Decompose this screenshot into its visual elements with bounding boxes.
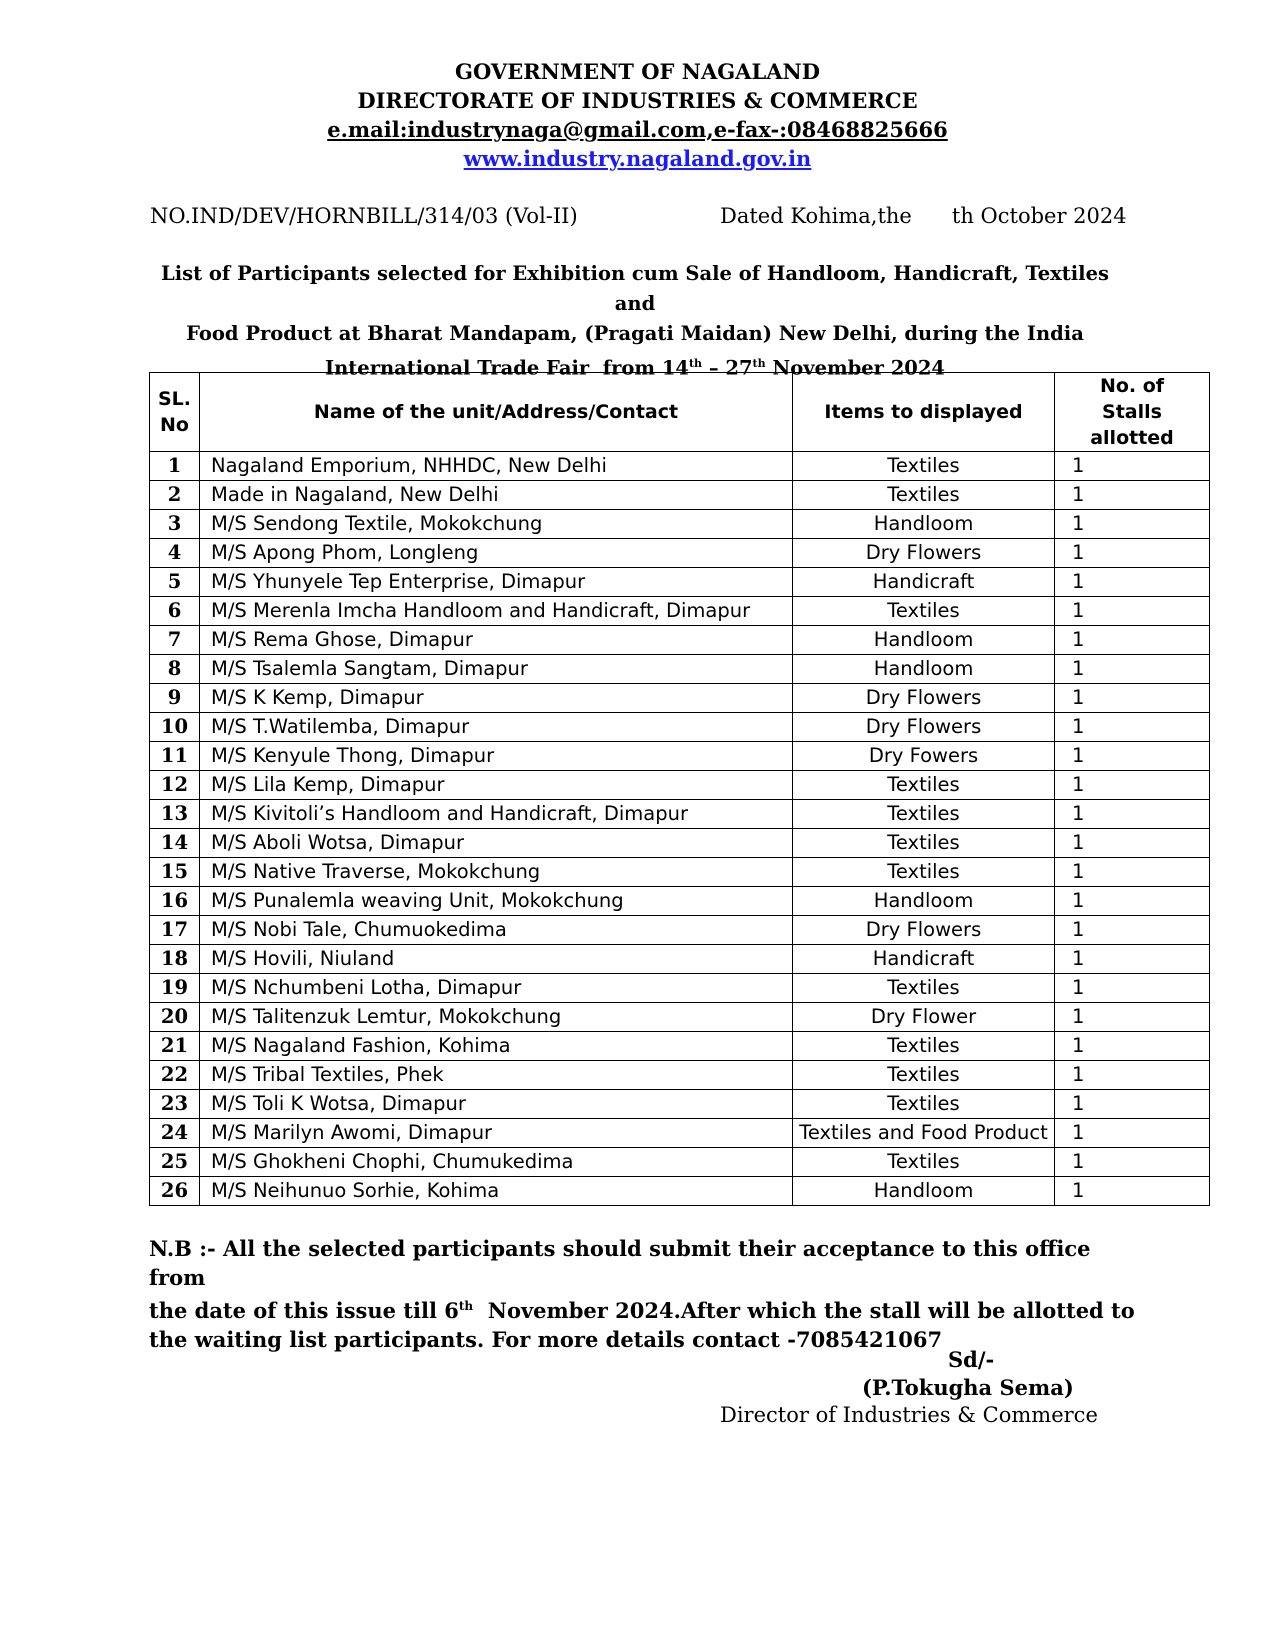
cell-items: Textiles: [793, 858, 1055, 887]
cell-sl-no: 3: [150, 510, 200, 539]
cell-sl-no: 6: [150, 597, 200, 626]
cell-unit-name: M/S Kenyule Thong, Dimapur: [200, 742, 793, 771]
cell-stalls: 1: [1055, 1032, 1210, 1061]
cell-items: Dry Fowers: [793, 742, 1055, 771]
cell-sl-no: 25: [150, 1148, 200, 1177]
superscript: th: [458, 1299, 474, 1313]
cell-items: Textiles: [793, 800, 1055, 829]
subject-line-3-end: November 2024: [765, 356, 945, 380]
cell-stalls: 1: [1055, 916, 1210, 945]
signature-sd: Sd/-: [948, 1347, 995, 1372]
cell-sl-no: 4: [150, 539, 200, 568]
cell-items: Textiles and Food Product: [793, 1119, 1055, 1148]
cell-sl-no: 22: [150, 1061, 200, 1090]
cell-items: Handloom: [793, 887, 1055, 916]
cell-unit-name: M/S Toli K Wotsa, Dimapur: [200, 1090, 793, 1119]
subject-line-3-mid: – 27: [702, 356, 753, 380]
table-row: [150, 1003, 1210, 1032]
table-row: [150, 597, 1210, 626]
cell-unit-name: M/S Marilyn Awomi, Dimapur: [200, 1119, 793, 1148]
cell-unit-name: M/S Nobi Tale, Chumuokedima: [200, 916, 793, 945]
cell-items: Handloom: [793, 626, 1055, 655]
table-row: [150, 684, 1210, 713]
table-row: [150, 1061, 1210, 1090]
cell-items: Dry Flower: [793, 1003, 1055, 1032]
cell-unit-name: M/S Sendong Textile, Mokokchung: [200, 510, 793, 539]
cell-unit-name: M/S Tribal Textiles, Phek: [200, 1061, 793, 1090]
subject-line-1: List of Participants selected for Exhibition cum Sale of Handloom, Handicraft, Textiles and: [161, 262, 1109, 315]
cell-stalls: 1: [1055, 1119, 1210, 1148]
cell-sl-no: 14: [150, 829, 200, 858]
cell-sl-no: 24: [150, 1119, 200, 1148]
cell-stalls: 1: [1055, 1177, 1210, 1206]
table-row: [150, 510, 1210, 539]
cell-stalls: 1: [1055, 510, 1210, 539]
cell-unit-name: Nagaland Emporium, NHHDC, New Delhi: [200, 452, 793, 481]
cell-sl-no: 16: [150, 887, 200, 916]
cell-items: Textiles: [793, 1148, 1055, 1177]
letterhead: [0, 57, 1275, 173]
table-row: [150, 539, 1210, 568]
subject-line-3-start: International Trade Fair from 14: [325, 356, 689, 380]
signatory-name: (P.Tokugha Sema): [862, 1375, 1074, 1400]
cell-stalls: 1: [1055, 742, 1210, 771]
cell-stalls: 1: [1055, 684, 1210, 713]
note-line-2-start: the date of this issue till 6: [149, 1298, 459, 1323]
cell-unit-name: M/S Apong Phom, Longleng: [200, 539, 793, 568]
header-sl-no: [150, 373, 200, 452]
cell-items: Handloom: [793, 510, 1055, 539]
cell-unit-name: M/S Talitenzuk Lemtur, Mokokchung: [200, 1003, 793, 1032]
header-stalls-label: No. of Stalls allotted: [1090, 375, 1174, 449]
subject-line-2: Food Product at Bharat Mandapam, (Pragati Maidan) New Delhi, during the India: [186, 322, 1084, 345]
cell-items: Textiles: [793, 597, 1055, 626]
header-sl-no-label: SL. No: [157, 388, 191, 436]
table-row: [150, 916, 1210, 945]
superscript: th: [688, 357, 703, 370]
cell-unit-name: M/S Punalemla weaving Unit, Mokokchung: [200, 887, 793, 916]
cell-sl-no: 1: [150, 452, 200, 481]
issue-date: Dated Kohima,the th October 2024: [720, 204, 1127, 228]
cell-items: Handicraft: [793, 568, 1055, 597]
cell-items: Handloom: [793, 1177, 1055, 1206]
table-row: [150, 1090, 1210, 1119]
cell-stalls: 1: [1055, 974, 1210, 1003]
header-unit-name: Name of the unit/Address/Contact: [200, 373, 793, 452]
table-row: [150, 771, 1210, 800]
cell-sl-no: 2: [150, 481, 200, 510]
table-row: [150, 1119, 1210, 1148]
reference-number: NO.IND/DEV/HORNBILL/314/03 (Vol-II): [150, 204, 578, 228]
cell-stalls: 1: [1055, 539, 1210, 568]
note-line-2: [149, 1292, 1135, 1325]
cell-unit-name: M/S Tsalemla Sangtam, Dimapur: [200, 655, 793, 684]
cell-sl-no: 7: [150, 626, 200, 655]
cell-unit-name: M/S Ghokheni Chophi, Chumukedima: [200, 1148, 793, 1177]
cell-items: Textiles: [793, 1090, 1055, 1119]
note-line-1: N.B :- All the selected participants should submit their acceptance to this office from: [149, 1236, 1091, 1290]
cell-stalls: 1: [1055, 1148, 1210, 1177]
table-row: [150, 1177, 1210, 1206]
cell-stalls: 1: [1055, 887, 1210, 916]
cell-unit-name: M/S K Kemp, Dimapur: [200, 684, 793, 713]
table-row: [150, 887, 1210, 916]
document-subject: [140, 259, 1130, 384]
cell-unit-name: M/S Nagaland Fashion, Kohima: [200, 1032, 793, 1061]
table-row: [150, 742, 1210, 771]
cell-stalls: 1: [1055, 568, 1210, 597]
cell-stalls: 1: [1055, 1090, 1210, 1119]
cell-items: Dry Flowers: [793, 539, 1055, 568]
cell-unit-name: M/S Kivitoli’s Handloom and Handicraft, Dimapur: [200, 800, 793, 829]
cell-unit-name: M/S Rema Ghose, Dimapur: [200, 626, 793, 655]
table-row: [150, 481, 1210, 510]
cell-sl-no: 18: [150, 945, 200, 974]
nb-note: [149, 1234, 1135, 1354]
table-row: [150, 800, 1210, 829]
cell-unit-name: M/S Nchumbeni Lotha, Dimapur: [200, 974, 793, 1003]
cell-items: Dry Flowers: [793, 916, 1055, 945]
cell-sl-no: 9: [150, 684, 200, 713]
cell-stalls: 1: [1055, 481, 1210, 510]
cell-sl-no: 17: [150, 916, 200, 945]
website-link[interactable]: www.industry.nagaland.gov.in: [463, 146, 812, 171]
cell-items: Textiles: [793, 974, 1055, 1003]
government-title: GOVERNMENT OF NAGALAND: [455, 59, 820, 84]
cell-stalls: 1: [1055, 1003, 1210, 1032]
cell-sl-no: 23: [150, 1090, 200, 1119]
cell-items: Textiles: [793, 771, 1055, 800]
header-items: Items to displayed: [793, 373, 1055, 452]
cell-items: Dry Flowers: [793, 713, 1055, 742]
table-row: [150, 626, 1210, 655]
participants-table: [149, 372, 1210, 1206]
cell-unit-name: M/S Native Traverse, Mokokchung: [200, 858, 793, 887]
cell-sl-no: 20: [150, 1003, 200, 1032]
cell-unit-name: M/S Neihunuo Sorhie, Kohima: [200, 1177, 793, 1206]
cell-unit-name: M/S Aboli Wotsa, Dimapur: [200, 829, 793, 858]
directorate-title: DIRECTORATE OF INDUSTRIES & COMMERCE: [357, 88, 918, 113]
note-line-3: the waiting list participants. For more details contact -7085421067: [149, 1327, 943, 1352]
cell-stalls: 1: [1055, 597, 1210, 626]
cell-unit-name: M/S Hovili, Niuland: [200, 945, 793, 974]
header-stalls: [1055, 373, 1210, 452]
table-body: [150, 452, 1210, 1206]
cell-unit-name: M/S Lila Kemp, Dimapur: [200, 771, 793, 800]
table-row: [150, 945, 1210, 974]
superscript: th: [752, 357, 766, 370]
table-row: [150, 655, 1210, 684]
cell-unit-name: M/S Merenla Imcha Handloom and Handicraft, Dimapur: [200, 597, 793, 626]
cell-unit-name: M/S T.Watilemba, Dimapur: [200, 713, 793, 742]
cell-stalls: 1: [1055, 713, 1210, 742]
cell-sl-no: 11: [150, 742, 200, 771]
cell-stalls: 1: [1055, 945, 1210, 974]
table-row: [150, 858, 1210, 887]
table-row: [150, 713, 1210, 742]
cell-items: Textiles: [793, 1061, 1055, 1090]
signatory-designation: Director of Industries & Commerce: [720, 1403, 1098, 1427]
cell-sl-no: 21: [150, 1032, 200, 1061]
cell-stalls: 1: [1055, 655, 1210, 684]
cell-items: Dry Flowers: [793, 684, 1055, 713]
cell-sl-no: 15: [150, 858, 200, 887]
cell-sl-no: 8: [150, 655, 200, 684]
cell-stalls: 1: [1055, 858, 1210, 887]
cell-stalls: 1: [1055, 452, 1210, 481]
table-row: [150, 1148, 1210, 1177]
table-header-row: [150, 373, 1210, 452]
cell-items: Textiles: [793, 1032, 1055, 1061]
cell-stalls: 1: [1055, 771, 1210, 800]
cell-sl-no: 19: [150, 974, 200, 1003]
cell-sl-no: 10: [150, 713, 200, 742]
table-row: [150, 974, 1210, 1003]
contact-email-fax[interactable]: e.mail:industrynaga@gmail.com,e-fax-:08468825666: [327, 117, 948, 142]
cell-stalls: 1: [1055, 800, 1210, 829]
table-row: [150, 452, 1210, 481]
cell-stalls: 1: [1055, 626, 1210, 655]
cell-sl-no: 26: [150, 1177, 200, 1206]
cell-items: Handloom: [793, 655, 1055, 684]
cell-items: Textiles: [793, 481, 1055, 510]
cell-items: Handicraft: [793, 945, 1055, 974]
cell-stalls: 1: [1055, 1061, 1210, 1090]
cell-stalls: 1: [1055, 829, 1210, 858]
table-row: [150, 568, 1210, 597]
cell-unit-name: Made in Nagaland, New Delhi: [200, 481, 793, 510]
note-line-2-end: November 2024.After which the stall will be allotted to: [473, 1298, 1135, 1323]
cell-sl-no: 13: [150, 800, 200, 829]
cell-sl-no: 5: [150, 568, 200, 597]
cell-unit-name: M/S Yhunyele Tep Enterprise, Dimapur: [200, 568, 793, 597]
table-row: [150, 1032, 1210, 1061]
table-row: [150, 829, 1210, 858]
cell-sl-no: 12: [150, 771, 200, 800]
cell-items: Textiles: [793, 452, 1055, 481]
cell-items: Textiles: [793, 829, 1055, 858]
